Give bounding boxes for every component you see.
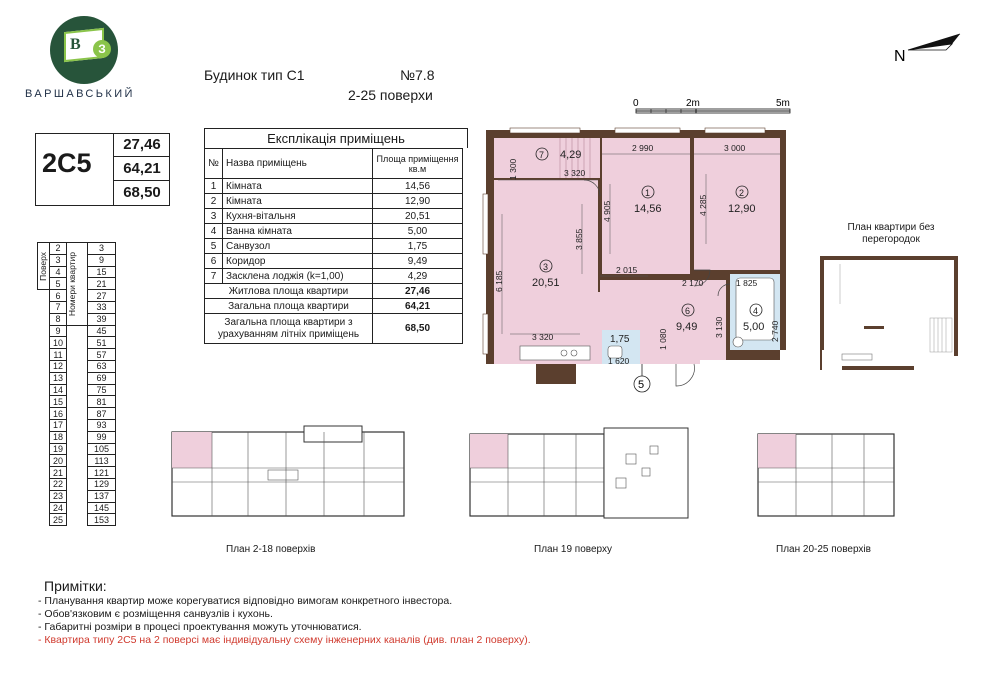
- room-area-3: 20,51: [532, 277, 560, 289]
- floor-number: 6: [50, 290, 67, 302]
- highlighted-apartment: [172, 432, 212, 468]
- floor-number: 12: [50, 360, 67, 372]
- apartment-code: 2С5: [42, 148, 92, 178]
- room-area-4: 5,00: [743, 321, 765, 333]
- open-floor-plan: [820, 254, 960, 376]
- dim-label: 2 015: [616, 265, 638, 275]
- apartment-number: 75: [88, 384, 116, 396]
- floor-number: 24: [50, 502, 67, 514]
- floor-number: 11: [50, 349, 67, 361]
- floor-number: 25: [50, 514, 67, 526]
- north-arrow-icon: [890, 28, 970, 68]
- floor-number: 10: [50, 337, 67, 349]
- apartment-number: 99: [88, 431, 116, 443]
- table-row: 7 Засклена лоджія (k=1,00) 4,29: [205, 269, 463, 284]
- dim-label: 3 855: [574, 228, 584, 250]
- dim-label: 2 170: [682, 278, 704, 288]
- apartment-number: 145: [88, 502, 116, 514]
- room-label-1: 1: [645, 188, 651, 198]
- living-area: 27,46: [114, 133, 170, 157]
- floor-number: 4: [50, 266, 67, 278]
- total-summer-area: 68,50: [123, 184, 161, 201]
- apartment-number: 137: [88, 490, 116, 502]
- dim-label: 6 185: [494, 270, 504, 292]
- room-area-6: 9,49: [676, 321, 698, 333]
- dim-label: 1 300: [508, 158, 518, 180]
- dim-label: 3 320: [564, 168, 586, 178]
- brand-name: ВАРШАВСЬКИЙ: [25, 88, 135, 100]
- room-area-2: 12,90: [728, 203, 756, 215]
- notes-title: Примітки:: [44, 578, 107, 594]
- floor-number: 9: [50, 325, 67, 337]
- floor-row: [38, 243, 116, 255]
- apartment-number: 105: [88, 443, 116, 455]
- room-label-3: 3: [543, 262, 549, 272]
- apartment-number: 113: [88, 455, 116, 467]
- floors-table: [37, 242, 116, 526]
- dim-label: 3 130: [714, 316, 724, 338]
- floor-label: Поверх: [38, 251, 48, 281]
- scale-two: 2m: [686, 98, 700, 109]
- note-item-red: - Квартира типу 2С5 на 2 поверсі має індивідуальну схему інженерних каналів (див. план 2 поверху).: [38, 634, 531, 646]
- highlighted-apartment: [758, 434, 796, 468]
- scale-five: 5m: [776, 98, 790, 109]
- floor-number: 14: [50, 384, 67, 396]
- room-label-2: 2: [739, 188, 745, 198]
- apartment-number: 15: [88, 266, 116, 278]
- room-label-6: 6: [685, 306, 691, 316]
- floor-plan-19: [466, 424, 692, 524]
- floor-number: 22: [50, 478, 67, 490]
- scale-zero: 0: [633, 98, 639, 109]
- room-area-5: 1,75: [610, 334, 630, 345]
- room-label-7: 7: [539, 150, 545, 160]
- note-item: - Планування квартир може корегуватися відповідно вимогам конкретного інвестора.: [38, 595, 453, 607]
- dim-label: 1 825: [736, 278, 758, 288]
- apartment-number: 93: [88, 419, 116, 431]
- apartment-number: 81: [88, 396, 116, 408]
- apartment-number: 51: [88, 337, 116, 349]
- apt-label: Номери квартир: [67, 251, 77, 316]
- table-row: 3 Кухня-вітальня 20,51: [205, 209, 463, 224]
- dim-label: 2 990: [632, 143, 654, 153]
- total-area-row: Загальна площа квартири 64,21: [205, 299, 463, 314]
- table-row: 6 Коридор 9,49: [205, 254, 463, 269]
- section-number: №7.8: [400, 67, 435, 83]
- apartment-floor-plan: [480, 124, 800, 394]
- floor-number: 16: [50, 408, 67, 420]
- floor-plan-20-25: [754, 424, 900, 524]
- apartment-number: 69: [88, 372, 116, 384]
- apartment-number: 121: [88, 467, 116, 479]
- apartment-number: 87: [88, 408, 116, 420]
- table-row: 2 Кімната 12,90: [205, 194, 463, 209]
- floor-number: 17: [50, 419, 67, 431]
- table-row: 4 Ванна кімната 5,00: [205, 224, 463, 239]
- table-row: 5 Санвузол 1,75: [205, 239, 463, 254]
- floor-number: 19: [50, 443, 67, 455]
- highlighted-apartment: [470, 434, 508, 468]
- apartment-number: 39: [88, 313, 116, 325]
- apartment-number: 33: [88, 301, 116, 313]
- floor-number: 8: [50, 313, 67, 325]
- dim-label: 2 740: [770, 320, 780, 342]
- apartment-number: 9: [88, 254, 116, 266]
- logo-letter: В: [70, 36, 81, 53]
- room-label-4: 4: [753, 306, 759, 316]
- floor-row: [38, 325, 116, 337]
- floor-number: 2: [50, 243, 67, 255]
- living-area-row: Житлова площа квартири 27,46: [205, 284, 463, 299]
- scale-bar: [630, 96, 800, 118]
- floor-number: 20: [50, 455, 67, 467]
- apartment-areas: [113, 133, 170, 206]
- room-area-1: 14,56: [634, 203, 662, 215]
- apartment-number: 57: [88, 349, 116, 361]
- open-plan-label: План квартири без перегородок: [847, 222, 935, 245]
- explication-table: [204, 148, 463, 344]
- summer-area-row: Загальна площа квартири з урахуванням літніх приміщень 68,50: [205, 314, 463, 344]
- explication-title: Експлікація приміщень: [204, 128, 468, 148]
- apartment-number: 45: [88, 325, 116, 337]
- floor-number: 15: [50, 396, 67, 408]
- apartment-number: 21: [88, 278, 116, 290]
- dim-label: 1 620: [608, 356, 630, 366]
- apartment-number: 27: [88, 290, 116, 302]
- total-area: 64,21: [114, 157, 170, 181]
- apartment-number: 153: [88, 514, 116, 526]
- apartment-number: 63: [88, 360, 116, 372]
- notes: [38, 580, 531, 647]
- entrance-number: 5: [638, 379, 645, 391]
- floors-range: 2-25 поверхи: [348, 87, 433, 103]
- dim-label: 4 905: [602, 200, 612, 222]
- floor-number: 5: [50, 278, 67, 290]
- floor-number: 23: [50, 490, 67, 502]
- dim-label: 4 285: [698, 194, 708, 216]
- floor-number: 18: [50, 431, 67, 443]
- room-area-7: 4,29: [560, 149, 582, 161]
- floor-number: 13: [50, 372, 67, 384]
- floor-number: 21: [50, 467, 67, 479]
- note-item: - Габаритні розміри в процесі проектування можуть уточнюватися.: [38, 621, 362, 633]
- dim-label: 1 080: [658, 328, 668, 350]
- note-item: - Обов'язковим є розміщення санвузлів і кухонь.: [38, 608, 273, 620]
- apartment-number: 129: [88, 478, 116, 490]
- floor-plan-label: План 19 поверху: [534, 544, 612, 555]
- dim-label: 3 000: [724, 143, 746, 153]
- floor-number: 7: [50, 301, 67, 313]
- floor-plan-label: План 20-25 поверхів: [776, 544, 871, 555]
- apartment-number: 3: [88, 243, 116, 255]
- dim-label: 3 320: [532, 332, 554, 342]
- logo-badge: З: [93, 40, 111, 58]
- floor-plan-label: План 2-18 поверхів: [226, 544, 316, 555]
- floor-plan-2-18: [168, 424, 408, 524]
- building-type: Будинок тип С1: [204, 67, 305, 83]
- svg-text:N: N: [894, 48, 906, 65]
- floor-number: 3: [50, 254, 67, 266]
- table-header: № Назва приміщень Площа приміщення кв.м: [205, 149, 463, 179]
- table-row: 1 Кімната 14,56: [205, 179, 463, 194]
